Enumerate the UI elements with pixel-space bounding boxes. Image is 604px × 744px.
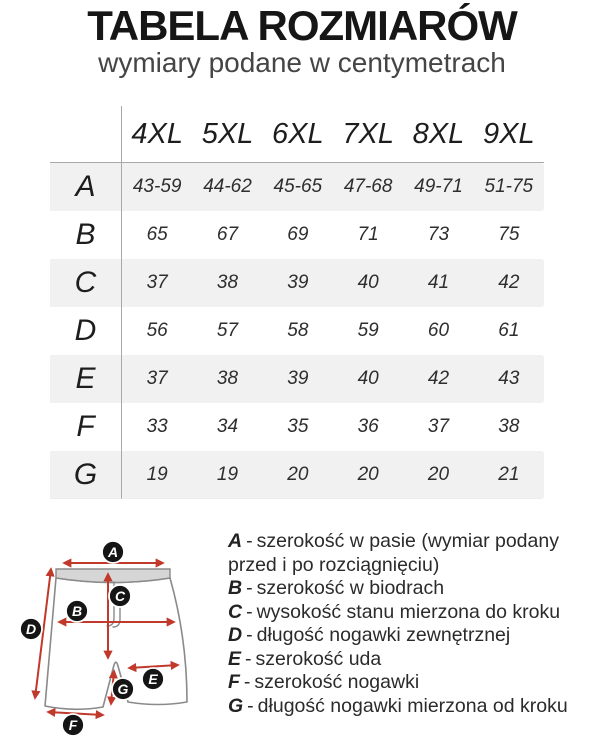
cell-b-9xl: 75 (498, 224, 520, 245)
shorts-diagram (0, 540, 230, 744)
legend-dash: - (246, 530, 253, 552)
diagram-label-d (20, 618, 42, 640)
cell-c-6xl: 39 (263, 259, 333, 307)
badge-letter-f: F (68, 717, 78, 733)
cell-d-8xl: 60 (427, 320, 450, 341)
size-header-row (50, 106, 544, 163)
legend-item-a (228, 530, 602, 577)
legend-text-b: szerokość w biodrach (256, 577, 445, 599)
badge-letter-b: B (71, 603, 83, 619)
header (0, 2, 604, 78)
cell-g-6xl: 20 (263, 451, 333, 499)
shorts-waistband (56, 569, 170, 583)
badge-letter-e: E (148, 671, 158, 687)
cell-e-5xl: 38 (192, 355, 262, 403)
legend-dash: - (246, 600, 253, 623)
legend-key-g: G (228, 694, 244, 717)
cell-c-5xl: 38 (192, 259, 262, 307)
cell-d-7xl: 59 (357, 320, 379, 341)
row-label-c: C (50, 259, 122, 307)
row-label-a: A (50, 163, 122, 211)
diagram-label-g (112, 678, 134, 700)
cell-g-5xl: 19 (192, 451, 262, 499)
size-column-7xl: 7XL (333, 106, 403, 163)
diagram-label-f (62, 714, 84, 736)
corner-cell (50, 106, 122, 163)
cell-d-9xl: 61 (498, 320, 520, 341)
diagram-label-c (109, 585, 131, 607)
badge-letter-c: C (114, 588, 126, 604)
size-column-9xl: 9XL (474, 106, 544, 163)
cell-e-6xl: 39 (263, 355, 333, 403)
legend-item-c (228, 601, 602, 625)
cell-e-4xl: 37 (122, 355, 192, 403)
legend-key-e: E (228, 647, 242, 670)
cell-e-9xl: 43 (474, 355, 544, 403)
legend-dash: - (246, 577, 253, 599)
legend-item-f (228, 671, 602, 695)
cell-b-7xl: 71 (357, 224, 379, 245)
cell-a-4xl: 43-59 (122, 163, 192, 211)
cell-a-7xl: 47-68 (333, 163, 403, 211)
measurement-row-c (50, 259, 544, 307)
legend-item-d (228, 624, 602, 648)
cell-e-8xl: 42 (403, 355, 473, 403)
cell-f-8xl: 37 (427, 416, 450, 437)
cell-a-8xl: 49-71 (403, 163, 473, 211)
row-label-e: E (50, 355, 122, 403)
cell-g-9xl: 21 (474, 451, 544, 499)
measurement-row-e (50, 355, 544, 403)
cell-b-6xl: 69 (287, 224, 309, 245)
cell-c-9xl: 42 (474, 259, 544, 307)
cell-e-7xl: 40 (333, 355, 403, 403)
cell-b-8xl: 73 (427, 224, 450, 245)
legend-key-b: B (228, 577, 243, 599)
badge-letter-g: G (117, 681, 129, 697)
diagram-label-a (102, 541, 124, 563)
cell-f-6xl: 35 (287, 416, 309, 437)
legend-text-c: wysokość stanu mierzona do kroku (256, 600, 561, 623)
cell-b-5xl: 67 (216, 224, 239, 245)
legend-text-a: szerokość w pasie (wymiar podany przed i po rozciągnięciu) (228, 530, 559, 576)
row-label-g: G (50, 451, 122, 499)
cell-g-7xl: 20 (333, 451, 403, 499)
size-table (50, 106, 544, 499)
cell-c-7xl: 40 (333, 259, 403, 307)
cell-d-4xl: 56 (146, 320, 168, 341)
page-subtitle: wymiary podane w centymetrach (98, 47, 506, 78)
legend-dash: - (243, 671, 251, 693)
row-label-d: D (50, 307, 122, 355)
legend-key-d: D (228, 624, 243, 646)
measurement-legend (228, 530, 602, 718)
measurement-row-b (50, 211, 544, 259)
diagram-label-e (142, 668, 164, 690)
legend-text-e: szerokość uda (255, 647, 382, 670)
cell-c-8xl: 41 (403, 259, 473, 307)
legend-text-f: szerokość nogawki (254, 671, 420, 693)
measurement-row-g (50, 451, 544, 499)
cell-b-4xl: 65 (146, 224, 168, 245)
row-label-b: B (50, 211, 122, 259)
legend-item-e (228, 648, 602, 672)
page-title: TABELA ROZMIARÓW (87, 2, 517, 49)
measurement-row-d (50, 307, 544, 355)
legend-key-a: A (228, 530, 243, 552)
legend-item-g (228, 695, 602, 719)
cell-a-5xl: 44-62 (192, 163, 262, 211)
legend-dash: - (246, 624, 253, 646)
badge-letter-a: A (107, 544, 119, 560)
cell-f-9xl: 38 (498, 416, 520, 437)
size-column-4xl: 4XL (122, 106, 192, 163)
legend-key-c: C (228, 600, 243, 623)
cell-g-4xl: 19 (122, 451, 192, 499)
size-column-6xl: 6XL (263, 106, 333, 163)
cell-a-9xl: 51-75 (474, 163, 544, 211)
legend-dash: - (247, 694, 254, 717)
cell-f-5xl: 34 (216, 416, 239, 437)
row-label-f: F (50, 403, 122, 451)
cell-f-4xl: 33 (146, 416, 168, 437)
legend-text-d: długość nogawki zewnętrznej (256, 624, 511, 646)
cell-g-8xl: 20 (403, 451, 473, 499)
cell-d-5xl: 57 (216, 320, 239, 341)
diagram-label-b (66, 600, 88, 622)
measurement-row-f (50, 403, 544, 451)
cell-f-7xl: 36 (357, 416, 379, 437)
legend-item-b (228, 577, 602, 601)
legend-text-g: długość nogawki mierzona od kroku (257, 694, 568, 717)
size-column-8xl: 8XL (403, 106, 473, 163)
legend-dash: - (245, 647, 252, 670)
measurement-row-a (50, 163, 544, 211)
legend-key-f: F (228, 671, 240, 693)
size-column-5xl: 5XL (192, 106, 262, 163)
badge-letter-d: D (25, 621, 37, 637)
cell-d-6xl: 58 (287, 320, 309, 341)
cell-a-6xl: 45-65 (263, 163, 333, 211)
cell-c-4xl: 37 (122, 259, 192, 307)
